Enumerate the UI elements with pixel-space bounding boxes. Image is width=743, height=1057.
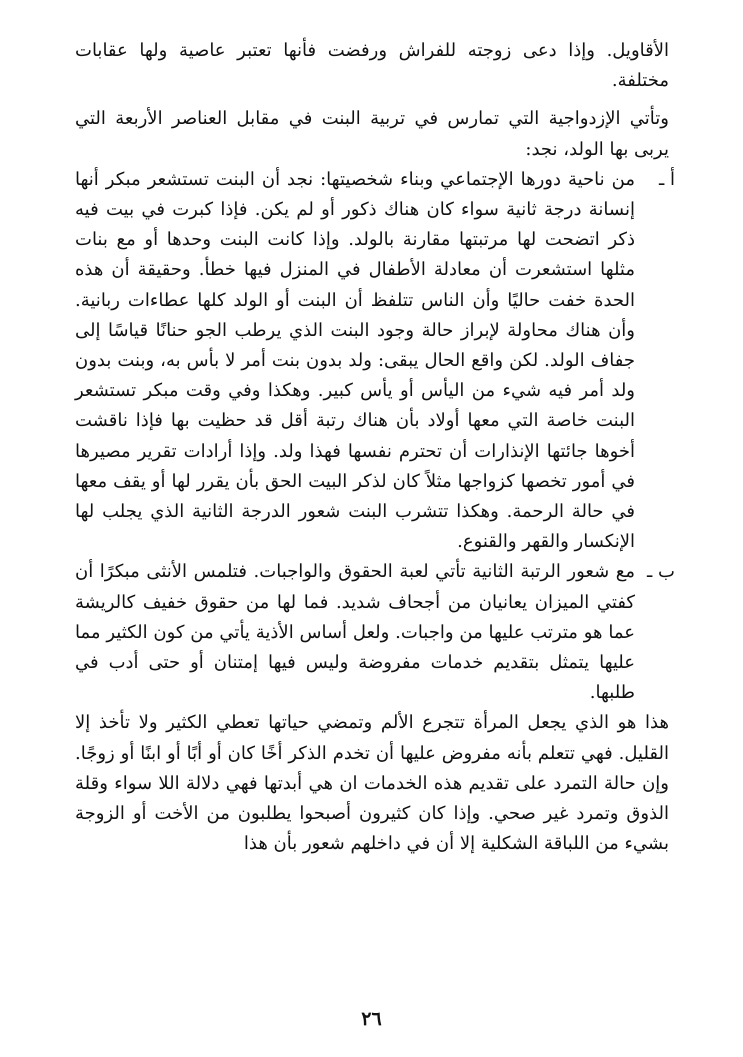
list-marker-a: أ ـ — [659, 168, 675, 190]
page-number: ٢٦ — [361, 1008, 382, 1030]
list-marker-b: ب ـ — [647, 561, 675, 583]
list-item-b-text: مع شعور الرتبة الثانية تأتي لعبة الحقوق والواجبات. فتلمس الأنثى مبكرًا أن كفتي الميزان يعانيان من أجحاف شديد. فما لها من حقوق خفيف كالريشة عما هو مترتب عليها من واجبات. ولعل أساس الأذية يأتي من كون الكثير مما عليها يتمثل بتقديم خدمات مفروضة وليس فيها إمتنان أو حتى أدب في طلبها. — [75, 561, 635, 704]
list-item-a-text: من ناحية دورها الإجتماعي وبناء شخصيتها: نجد أن البنت تستشعر مبكر أنها إنسانة درجة ثانية سواء كان هناك ذكور أو لم يكن. فإذا كبرت في بيت فيه ذكر اتضحت لها مرتبتها مقارنة بالولد. وإذا كانت البنت وحدها أو مع بنات مثلها استشعرت أن معادلة الأطفال في المنزل فيها خطأ. وحقيقة أن هذه الحدة خفت حاليًا وأن الناس تتلفظ أن البنت أو الولد كلها عطاءات ربانية. وأن هناك محاولة لإبراز حالة وجود البنت الذي يرطب الجو حنانًا قياسًا إلى جفاف الولد. لكن واقع الحال يبقى: ولد بدون بنت أمر لا بأس به، وبنت بدون ولد أمر فيه شيء من اليأس أو يأس كبير. وهكذا وفي وقت مبكر تستشعر البنت خاصة التي معها أولاد بأن هناك رتبة أقل قد حظيت بها فإذا ناقشت أخوها جائتها الإنذارات أن تحترم نفسها فهذا ولد. وإذا أرادات تقرير مصيرها في أمور تخصها كزواجها مثلاً كان لذكر البيت الحق بأن يقرر لها أو يقف معها في حالة الرحمة. وهكذا تتشرب البنت شعور الدرجة الثانية الذي يجلب لها الإنكسار والقهر والقنوع. — [75, 168, 635, 553]
paragraph-continuation: الأقاويل. وإذا دعى زوجته للفراش ورفضت فأنها تعتبر عاصية ولها عقابات مختلفة. — [75, 40, 669, 92]
list-item-b — [75, 557, 675, 708]
paragraph-intro: وتأتي الإزدواجية التي تمارس في تربية البنت في مقابل العناصر الأربعة التي يربى بها الولد، نجد: — [75, 108, 669, 160]
page-body — [75, 36, 675, 859]
paragraph-closing: هذا هو الذي يجعل المرأة تتجرع الألم وتمضي حياتها تعطي الكثير ولا تأخذ إلا القليل. فهي تتعلم بأنه مفروض عليها أن تخدم الذكر أخًا كان أو أبًا أو ابنًا أو زوجًا. وإن حالة التمرد على تقديم هذه الخدمات ان هي أبدتها فهي دلالة اللا سواء وقلة الذوق وتمرد غير صحي. وإذا كان كثيرون أصبحوا يطلبون من الأخت أو الزوجة بشيء من اللباقة الشكلية إلا أن في داخلهم شعور بأن هذا — [75, 712, 669, 855]
list-item-a — [75, 165, 675, 558]
